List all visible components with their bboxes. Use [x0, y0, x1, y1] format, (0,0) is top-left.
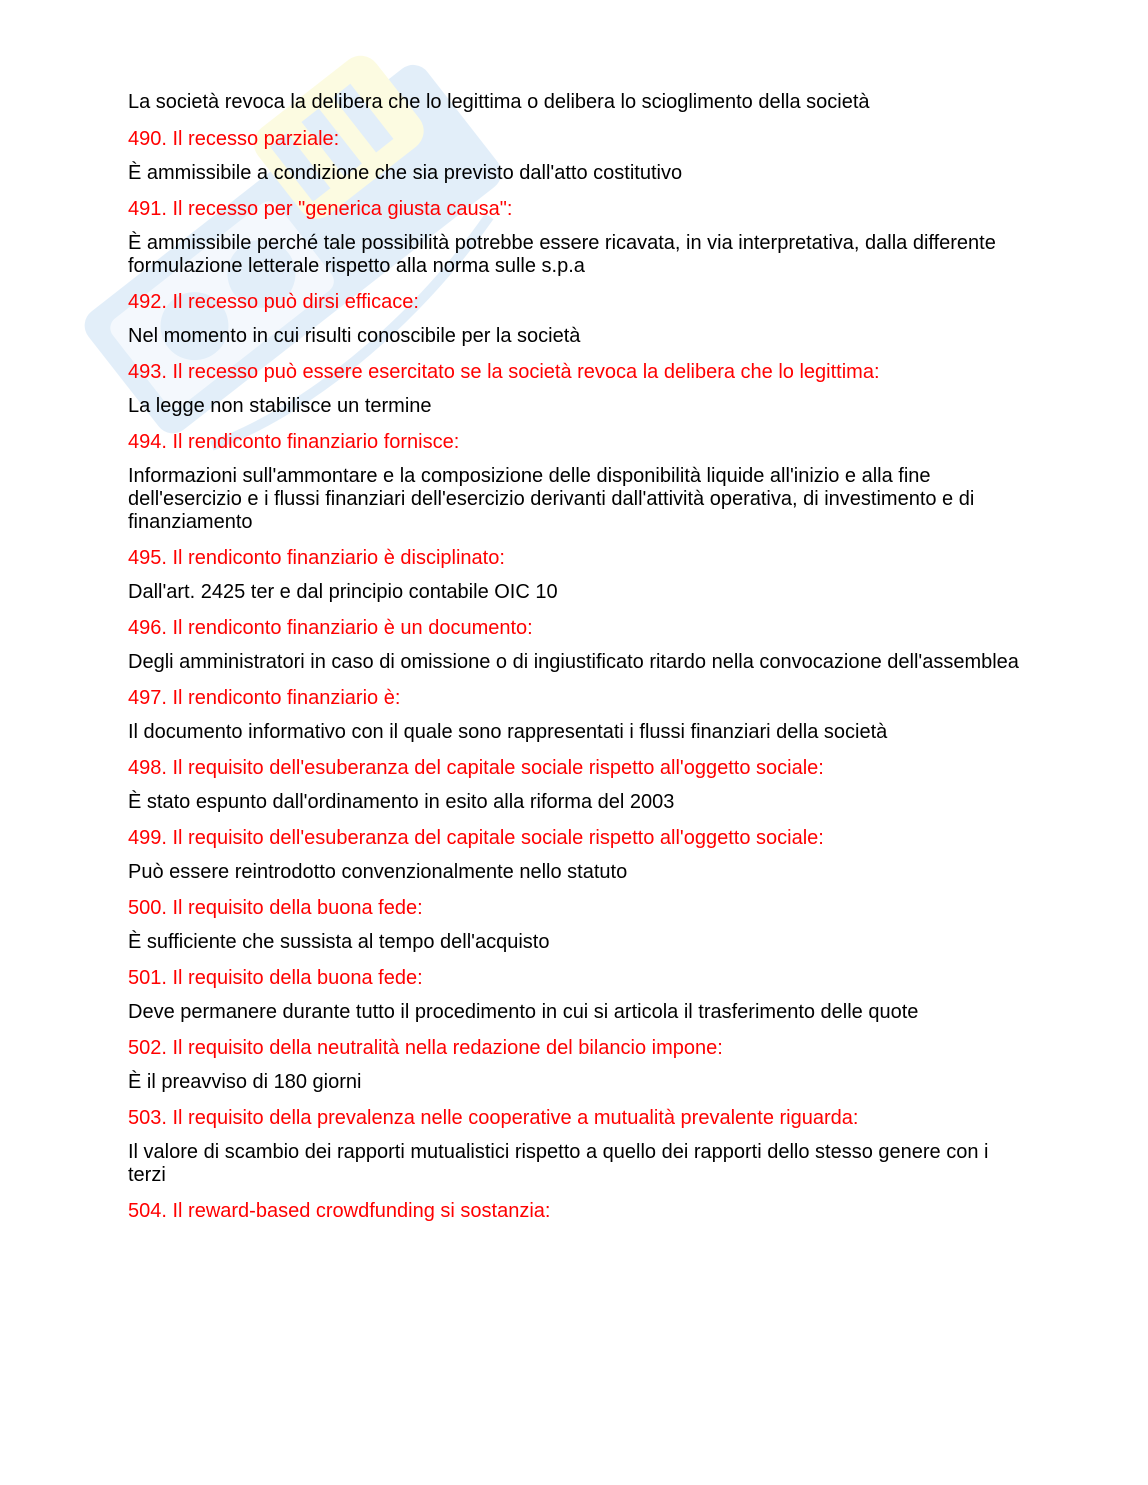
leading-answer: La società revoca la delibera che lo legittima o delibera lo scioglimento della società: [128, 91, 870, 113]
question: 500. Il requisito della buona fede:: [128, 897, 423, 919]
answer: È stato espunto dall'ordinamento in esito alla riforma del 2003: [128, 791, 675, 813]
qa-item-500: [128, 897, 1028, 954]
question: 498. Il requisito dell'esuberanza del capitale sociale rispetto all'oggetto sociale:: [128, 757, 824, 779]
answer: Informazioni sull'ammontare e la composizione delle disponibilità liquide all'inizio e alla fine dell'esercizio e i flussi finanziari dell'esercizio derivanti dall'attività operativa, di investimento e di finanziamento: [128, 465, 975, 533]
answer: È ammissibile perché tale possibilità potrebbe essere ricavata, in via interpretativa, dalla differente formulazione letterale rispetto alla norma sulle s.p.a: [128, 232, 996, 277]
qa-item-503: [128, 1107, 1028, 1187]
answer: È sufficiente che sussista al tempo dell'acquisto: [128, 931, 550, 953]
answer: Deve permanere durante tutto il procedimento in cui si articola il trasferimento delle quote: [128, 1001, 919, 1023]
qa-item-493: [128, 361, 1028, 418]
answer: Nel momento in cui risulti conoscibile per la società: [128, 325, 581, 347]
question: 490. Il recesso parziale:: [128, 128, 340, 150]
question: 493. Il recesso può essere esercitato se la società revoca la delibera che lo legittima:: [128, 361, 880, 383]
answer: Il valore di scambio dei rapporti mutualistici rispetto a quello dei rapporti dello stesso genere con i terzi: [128, 1141, 989, 1186]
question: 503. Il requisito della prevalenza nelle cooperative a mutualità prevalente riguarda:: [128, 1107, 859, 1129]
qa-item-498: [128, 757, 1028, 814]
qa-item-496: [128, 617, 1028, 674]
answer: Può essere reintrodotto convenzionalmente nello statuto: [128, 861, 628, 883]
qa-item-491: [128, 198, 1028, 278]
qa-item-495: [128, 547, 1028, 604]
question: 504. Il reward-based crowdfunding si sostanzia:: [128, 1200, 551, 1222]
qa-item-499: [128, 827, 1028, 884]
question: 499. Il requisito dell'esuberanza del capitale sociale rispetto all'oggetto sociale:: [128, 827, 824, 849]
qa-item-504: [128, 1200, 1028, 1223]
question: 495. Il rendiconto finanziario è disciplinato:: [128, 547, 505, 569]
document-page: [128, 91, 1028, 1236]
qa-item-490: [128, 128, 1028, 185]
qa-item-502: [128, 1037, 1028, 1094]
answer: Dall'art. 2425 ter e dal principio contabile OIC 10: [128, 581, 558, 603]
answer: È il preavviso di 180 giorni: [128, 1071, 362, 1093]
question: 501. Il requisito della buona fede:: [128, 967, 423, 989]
answer: La legge non stabilisce un termine: [128, 395, 432, 417]
answer: È ammissibile a condizione che sia previsto dall'atto costitutivo: [128, 162, 683, 184]
question: 494. Il rendiconto finanziario fornisce:: [128, 431, 460, 453]
question: 497. Il rendiconto finanziario è:: [128, 687, 401, 709]
qa-item-501: [128, 967, 1028, 1024]
answer: Degli amministratori in caso di omissione o di ingiustificato ritardo nella convocazione dell'assemblea: [128, 651, 1019, 673]
question: 502. Il requisito della neutralità nella redazione del bilancio impone:: [128, 1037, 723, 1059]
qa-item-497: [128, 687, 1028, 744]
qa-item-494: [128, 431, 1028, 534]
question: 491. Il recesso per "generica giusta causa":: [128, 198, 513, 220]
qa-item-492: [128, 291, 1028, 348]
question: 496. Il rendiconto finanziario è un documento:: [128, 617, 533, 639]
answer: Il documento informativo con il quale sono rappresentati i flussi finanziari della società: [128, 721, 888, 743]
question: 492. Il recesso può dirsi efficace:: [128, 291, 419, 313]
